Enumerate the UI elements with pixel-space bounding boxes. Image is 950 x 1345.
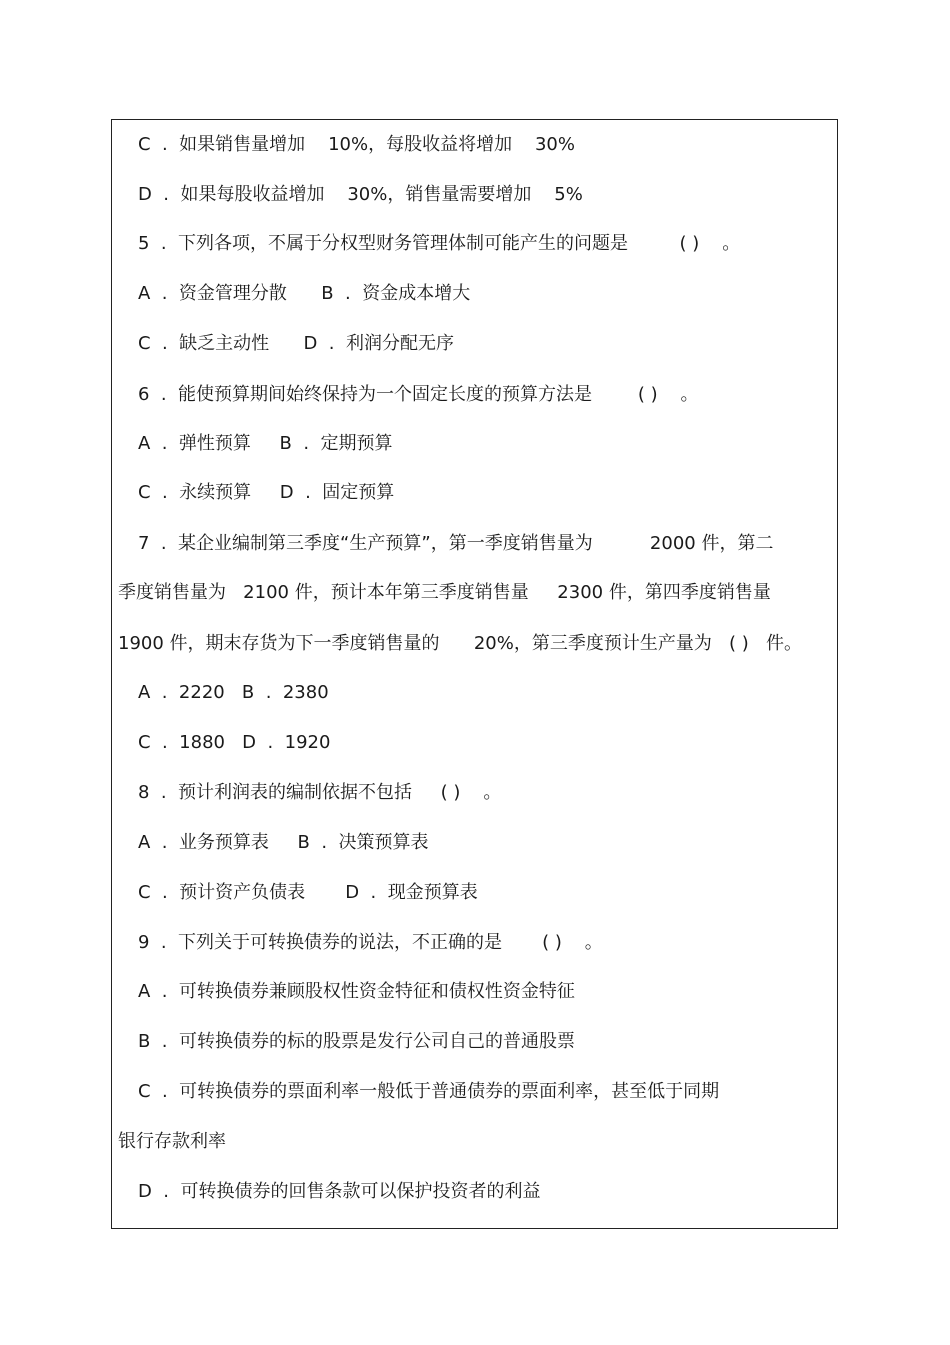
option-line: A . 业务预算表 B . 决策预算表 xyxy=(138,832,429,853)
question-line: 8 . 预计利润表的编制依据不包括 ( ) 。 xyxy=(138,782,502,803)
option-line: D . 可转换债券的回售条款可以保护投资者的利益 xyxy=(138,1181,541,1202)
option-line: A . 2220 B . 2380 xyxy=(138,682,329,703)
option-line: 银行存款利率 xyxy=(118,1131,226,1152)
option-line: B . 可转换债券的标的股票是发行公司自己的普通股票 xyxy=(138,1031,575,1052)
question-line: 6 . 能使预算期间始终保持为一个固定长度的预算方法是 ( ) 。 xyxy=(138,384,699,405)
question-line: 1900 件，期末存货为下一季度销售量的 20%，第三季度预计生产量为 ( ) 件。 xyxy=(118,633,802,654)
text-line: D . 如果每股收益增加 30%，销售量需要增加 5% xyxy=(138,184,583,205)
text-line: C . 如果销售量增加 10%，每股收益将增加 30% xyxy=(138,134,575,155)
option-line: C . 可转换债券的票面利率一般低于普通债券的票面利率，甚至低于同期 xyxy=(138,1081,720,1102)
question-line: 9 . 下列关于可转换债券的说法，不正确的是 ( ) 。 xyxy=(138,932,603,953)
option-line: A . 可转换债券兼顾股权性资金特征和债权性资金特征 xyxy=(138,981,575,1002)
question-line: 季度销售量为 2100 件，预计本年第三季度销售量 2300 件，第四季度销售量 xyxy=(118,582,771,603)
question-line: 5 . 下列各项，不属于分权型财务管理体制可能产生的问题是 ( ) 。 xyxy=(138,233,741,254)
option-line: A . 弹性预算 B . 定期预算 xyxy=(138,433,393,454)
option-line: C . 缺乏主动性 D . 利润分配无序 xyxy=(138,333,454,354)
option-line: C . 预计资产负债表 D . 现金预算表 xyxy=(138,882,478,903)
option-line: A . 资金管理分散 B . 资金成本增大 xyxy=(138,283,471,304)
option-line: C . 1880 D . 1920 xyxy=(138,732,331,753)
option-line: C . 永续预算 D . 固定预算 xyxy=(138,482,395,503)
question-line: 7 . 某企业编制第三季度“生产预算”，第一季度销售量为 2000 件，第二 xyxy=(138,533,774,554)
